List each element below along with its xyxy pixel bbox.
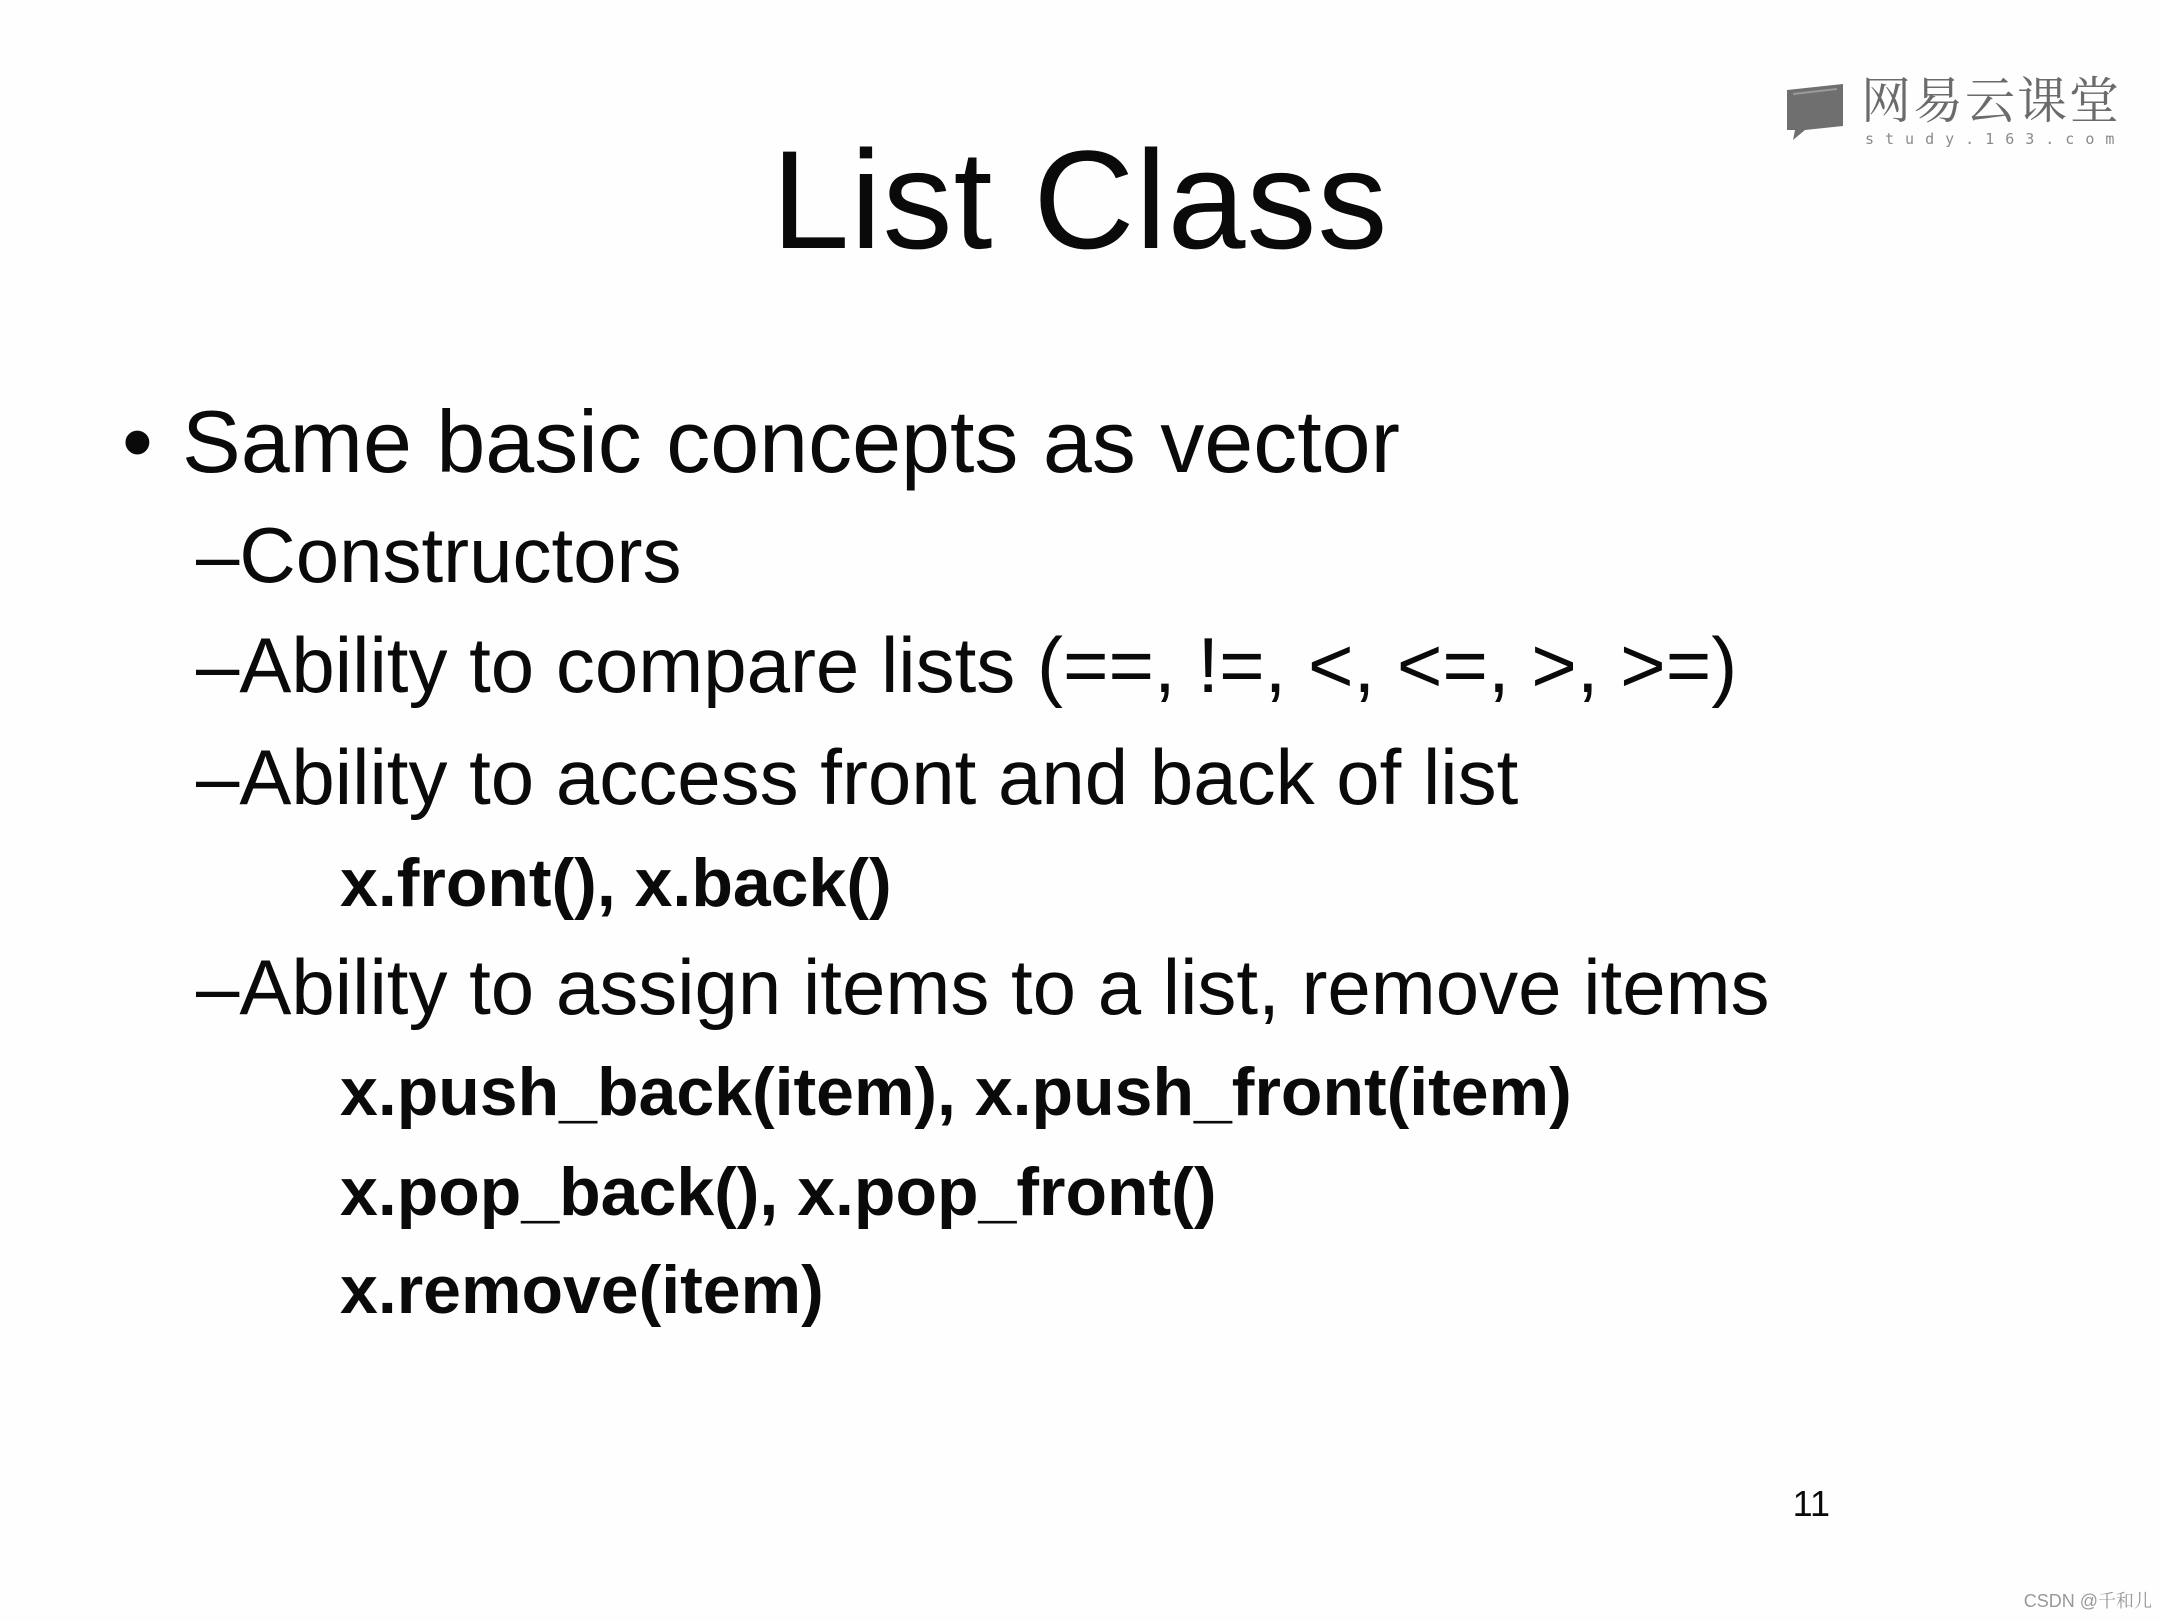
sub-bullet-item: –Ability to compare lists (==, !=, <, <=, >, >=) — [196, 621, 1738, 709]
sub-bullet-item: –Constructors — [196, 511, 682, 599]
slide-title: List Class — [771, 121, 1389, 278]
code-line: x.remove(item) — [340, 1252, 824, 1328]
bullet-text: Same basic concepts as vector — [182, 392, 1400, 491]
code-line: x.pop_back(), x.pop_front() — [340, 1154, 1217, 1230]
sub-bullet-item: –Ability to assign items to a list, remove items — [196, 943, 1770, 1031]
watermark: CSDN @千和儿 — [2023, 1591, 2152, 1611]
page-number: 11 — [1792, 1483, 1830, 1524]
bullet-marker: • — [122, 392, 153, 491]
logo-subtext: study.163.com — [1865, 130, 2126, 148]
bullet-item — [122, 392, 1400, 492]
code-line: x.push_back(item), x.push_front(item) — [340, 1054, 1572, 1130]
logo-text: 网易云课堂 — [1861, 73, 2121, 129]
sub-bullet-item: –Ability to access front and back of list — [196, 733, 1519, 821]
code-line: x.front(), x.back() — [340, 845, 892, 921]
